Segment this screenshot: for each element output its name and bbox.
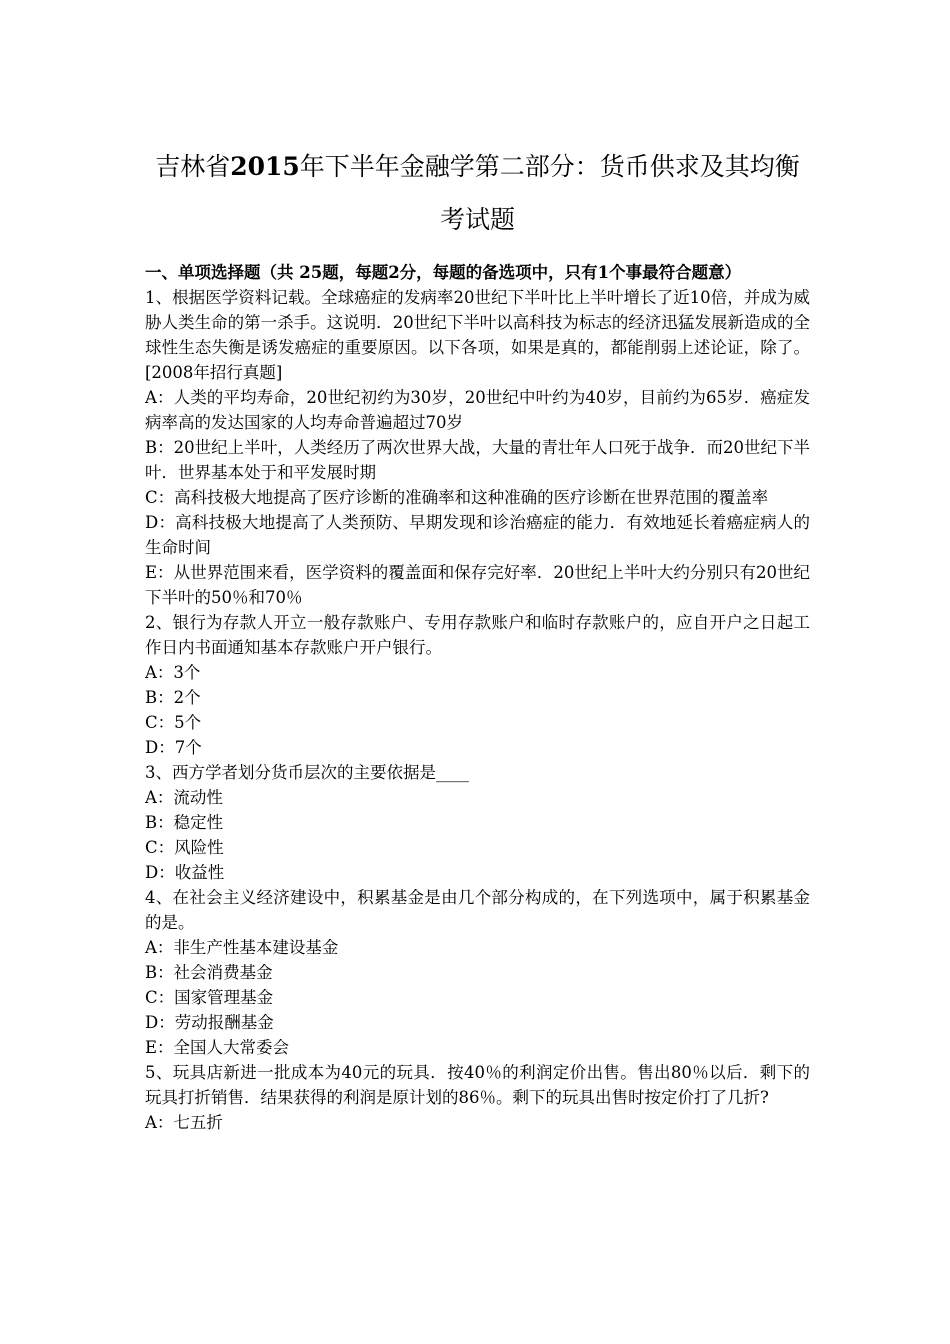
title-part1: 吉林省 xyxy=(155,152,231,181)
section-heading: 一、单项选择题（共 25题，每题2分，每题的备选项中，只有1个事最符合题意） xyxy=(145,263,742,282)
option-a: A：流动性 xyxy=(145,788,223,807)
question-stem: 3、西方学者划分货币层次的主要依据是____ xyxy=(145,763,469,782)
option-a: A：七五折 xyxy=(145,1113,223,1132)
option-e: E：全国人大常委会 xyxy=(145,1038,290,1057)
question-1 xyxy=(145,285,810,610)
option-d: D：7个 xyxy=(145,738,202,757)
option-c: C：5个 xyxy=(145,713,202,732)
option-a: A：非生产性基本建设基金 xyxy=(145,938,339,957)
document-page xyxy=(145,140,810,1135)
option-a: A：人类的平均寿命，20世纪初约为30岁，20世纪中叶约为40岁，目前约为65岁．癌症发病率高的发达国家的人均寿命普遍超过70岁 xyxy=(145,388,810,432)
question-2 xyxy=(145,610,810,760)
question-stem: 1、根据医学资料记载。全球癌症的发病率20世纪下半叶比上半叶增长了近10倍，并成为威胁人类生命的第一杀手。这说明．20世纪下半叶以高科技为标志的经济迅猛发展新造成的全球性生态失衡是诱发癌症的重要原因。以下各项，如果是真的，都能削弱上述论证，除了。[2008年招行真题] xyxy=(145,288,810,382)
question-stem: 4、在社会主义经济建设中，积累基金是由几个部分构成的，在下列选项中，属于积累基金的是。 xyxy=(145,888,810,932)
option-b: B：稳定性 xyxy=(145,813,224,832)
option-c: C：高科技极大地提高了医疗诊断的准确率和这种准确的医疗诊断在世界范围的覆盖率 xyxy=(145,488,769,507)
option-b: B：2个 xyxy=(145,688,201,707)
option-c: C：风险性 xyxy=(145,838,224,857)
option-c: C：国家管理基金 xyxy=(145,988,274,1007)
option-e: E：从世界范围来看，医学资料的覆盖面和保存完好率．20世纪上半叶大约分别只有20世纪下半叶的50％和70％ xyxy=(145,563,810,607)
option-a: A：3个 xyxy=(145,663,201,682)
question-4 xyxy=(145,885,810,1060)
option-d: D：高科技极大地提高了人类预防、早期发现和诊治癌症的能力．有效地延长着癌症病人的生命时间 xyxy=(145,513,810,557)
question-stem: 2、银行为存款人开立一般存款账户、专用存款账户和临时存款账户的，应自开户之日起工作日内书面通知基本存款账户开户银行。 xyxy=(145,613,810,657)
option-b: B：20世纪上半叶，人类经历了两次世界大战，大量的青壮年人口死于战争．而20世纪下半叶．世界基本处于和平发展时期 xyxy=(145,438,810,482)
option-b: B：社会消费基金 xyxy=(145,963,273,982)
option-d: D：劳动报酬基金 xyxy=(145,1013,274,1032)
document-title xyxy=(145,140,810,246)
question-5 xyxy=(145,1060,810,1135)
option-d: D：收益性 xyxy=(145,863,225,882)
title-part2: 年下半年金融学第二部分：货币供求及其均衡 xyxy=(299,152,800,181)
question-stem: 5、玩具店新进一批成本为40元的玩具．按40％的利润定价出售。售出80％以后．剩下的玩具打折销售．结果获得的利润是原计划的86％。剩下的玩具出售时按定价打了几折? xyxy=(145,1063,810,1107)
question-3 xyxy=(145,760,810,885)
title-part3: 考试题 xyxy=(439,205,515,234)
title-year: 2015 xyxy=(230,152,300,181)
